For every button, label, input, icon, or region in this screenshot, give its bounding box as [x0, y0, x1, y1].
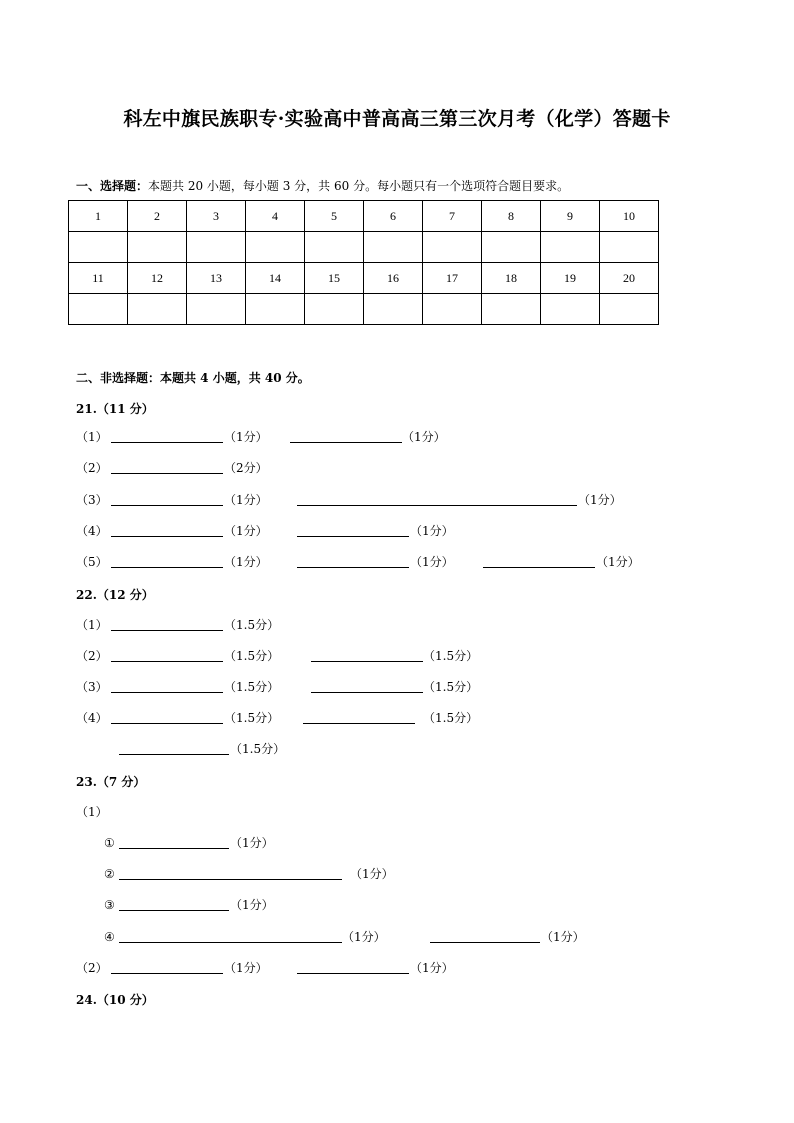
q23-c2-score: （1分） — [350, 867, 394, 881]
grid-number: 6 — [364, 201, 423, 232]
q22-2-blank-a[interactable] — [111, 647, 223, 662]
q22-2-score-b: （1.5分） — [423, 649, 479, 663]
section1-label: 一、选择题： — [76, 179, 149, 193]
q22-4-score-b: （1.5分） — [423, 711, 479, 725]
q21-1-blank-b[interactable] — [290, 428, 402, 443]
q23-2-score-a: （1分） — [224, 961, 268, 975]
q24-header: 24.（10 分） — [76, 993, 154, 1007]
grid-number: 1 — [69, 201, 128, 232]
q22-header: 22.（12 分） — [76, 588, 154, 602]
q21-2-label: （2） — [76, 461, 108, 475]
section2-heading: 二、非选择题：本题共 4 小题，共 40 分。 — [76, 371, 310, 385]
q22-3-score-b: （1.5分） — [423, 680, 479, 694]
answer-cell[interactable] — [305, 232, 364, 263]
grid-number: 17 — [423, 263, 482, 294]
answer-cell[interactable] — [128, 294, 187, 325]
q23-c4-blank-b[interactable] — [430, 928, 540, 943]
q21-5-blank-b[interactable] — [297, 553, 409, 568]
grid-number: 7 — [423, 201, 482, 232]
grid-number: 15 — [305, 263, 364, 294]
q23-c4-mark: ④ — [104, 930, 115, 944]
q23-c4-blank-a[interactable] — [119, 928, 342, 943]
q21-1-score-b: （1分） — [402, 430, 446, 444]
grid-number: 3 — [187, 201, 246, 232]
answer-cell[interactable] — [364, 232, 423, 263]
q21-2-blank-a[interactable] — [111, 459, 223, 474]
q23-c3-blank[interactable] — [119, 896, 229, 911]
q21-5-score-c: （1分） — [596, 555, 640, 569]
grid-number: 5 — [305, 201, 364, 232]
q21-5-blank-c[interactable] — [483, 553, 595, 568]
answer-cell[interactable] — [128, 232, 187, 263]
answer-cell[interactable] — [246, 294, 305, 325]
q21-4-score-b: （1分） — [410, 524, 454, 538]
q21-1-score-a: （1分） — [224, 430, 268, 444]
answer-cell[interactable] — [187, 232, 246, 263]
grid-number: 8 — [482, 201, 541, 232]
q21-3-score-b: （1分） — [578, 493, 622, 507]
q23-1-label: （1） — [76, 805, 108, 819]
page-title: 科左中旗民族职专·实验高中普高高三第三次月考（化学）答题卡 — [123, 108, 671, 130]
q21-5-score-b: （1分） — [410, 555, 454, 569]
q21-5-label: （5） — [76, 555, 108, 569]
q21-4-blank-a[interactable] — [111, 522, 223, 537]
section1-heading — [76, 177, 569, 194]
answer-cell[interactable] — [541, 232, 600, 263]
answer-cell[interactable] — [423, 294, 482, 325]
answer-cell[interactable] — [482, 232, 541, 263]
answer-cell[interactable] — [600, 232, 659, 263]
q23-c1-mark: ① — [104, 836, 115, 850]
answer-cell[interactable] — [600, 294, 659, 325]
grid-number: 2 — [128, 201, 187, 232]
q23-2-score-b: （1分） — [410, 961, 454, 975]
q22-3-blank-b[interactable] — [311, 678, 423, 693]
q22-4-blank-a[interactable] — [111, 709, 223, 724]
grid-number: 18 — [482, 263, 541, 294]
q21-1-blank-a[interactable] — [111, 428, 223, 443]
q23-c4-score-a: （1分） — [342, 930, 386, 944]
q22-4-blank-b[interactable] — [303, 709, 415, 724]
section1-desc: 本题共 20 小题，每小题 3 分，共 60 分。每小题只有一个选项符合题目要求。 — [148, 179, 570, 193]
grid-number: 14 — [246, 263, 305, 294]
q23-c3-mark: ③ — [104, 898, 115, 912]
grid-number: 16 — [364, 263, 423, 294]
grid-answer-row-2 — [69, 294, 659, 325]
q22-2-score-a: （1.5分） — [224, 649, 280, 663]
q21-header: 21.（11 分） — [76, 402, 154, 416]
q21-3-blank-a[interactable] — [111, 491, 223, 506]
q21-3-blank-b[interactable] — [297, 491, 577, 506]
q21-3-label: （3） — [76, 493, 108, 507]
answer-cell[interactable] — [246, 232, 305, 263]
q22-4-score-a: （1.5分） — [224, 711, 280, 725]
q23-c1-score: （1分） — [230, 836, 274, 850]
answer-cell[interactable] — [69, 232, 128, 263]
answer-cell[interactable] — [364, 294, 423, 325]
answer-grid — [68, 200, 659, 325]
q22-2-label: （2） — [76, 649, 108, 663]
q23-c1-blank[interactable] — [119, 834, 229, 849]
q22-3-score-a: （1.5分） — [224, 680, 280, 694]
q23-2-blank-b[interactable] — [297, 959, 409, 974]
q23-2-label: （2） — [76, 961, 108, 975]
q23-c4-score-b: （1分） — [541, 930, 585, 944]
grid-answer-row-1 — [69, 232, 659, 263]
q21-1-label: （1） — [76, 430, 108, 444]
grid-number: 11 — [69, 263, 128, 294]
answer-cell[interactable] — [69, 294, 128, 325]
grid-number: 19 — [541, 263, 600, 294]
q21-4-score-a: （1分） — [224, 524, 268, 538]
grid-number-row-1 — [69, 201, 659, 232]
grid-number: 9 — [541, 201, 600, 232]
q22-1-score-a: （1.5分） — [224, 618, 280, 632]
grid-number: 13 — [187, 263, 246, 294]
grid-number: 10 — [600, 201, 659, 232]
q22-3-blank-a[interactable] — [111, 678, 223, 693]
answer-cell[interactable] — [423, 232, 482, 263]
grid-number-row-2 — [69, 263, 659, 294]
q23-c3-score: （1分） — [230, 898, 274, 912]
q22-5-score-a: （1.5分） — [230, 742, 286, 756]
q21-2-score-a: （2分） — [224, 461, 268, 475]
q22-4-label: （4） — [76, 711, 108, 725]
q22-2-blank-b[interactable] — [311, 647, 423, 662]
q22-1-label: （1） — [76, 618, 108, 632]
answer-cell[interactable] — [305, 294, 364, 325]
q23-header: 23.（7 分） — [76, 775, 146, 789]
grid-number: 20 — [600, 263, 659, 294]
q22-3-label: （3） — [76, 680, 108, 694]
q23-c2-blank[interactable] — [119, 865, 342, 880]
q21-4-blank-b[interactable] — [297, 522, 409, 537]
q22-5-blank-a[interactable] — [119, 740, 229, 755]
q21-3-score-a: （1分） — [224, 493, 268, 507]
grid-number: 12 — [128, 263, 187, 294]
answer-cell[interactable] — [187, 294, 246, 325]
q23-2-blank-a[interactable] — [111, 959, 223, 974]
q23-c2-mark: ② — [104, 867, 115, 881]
q21-5-score-a: （1分） — [224, 555, 268, 569]
grid-number: 4 — [246, 201, 305, 232]
q22-1-blank-a[interactable] — [111, 616, 223, 631]
answer-cell[interactable] — [541, 294, 600, 325]
q21-5-blank-a[interactable] — [111, 553, 223, 568]
q21-4-label: （4） — [76, 524, 108, 538]
answer-cell[interactable] — [482, 294, 541, 325]
